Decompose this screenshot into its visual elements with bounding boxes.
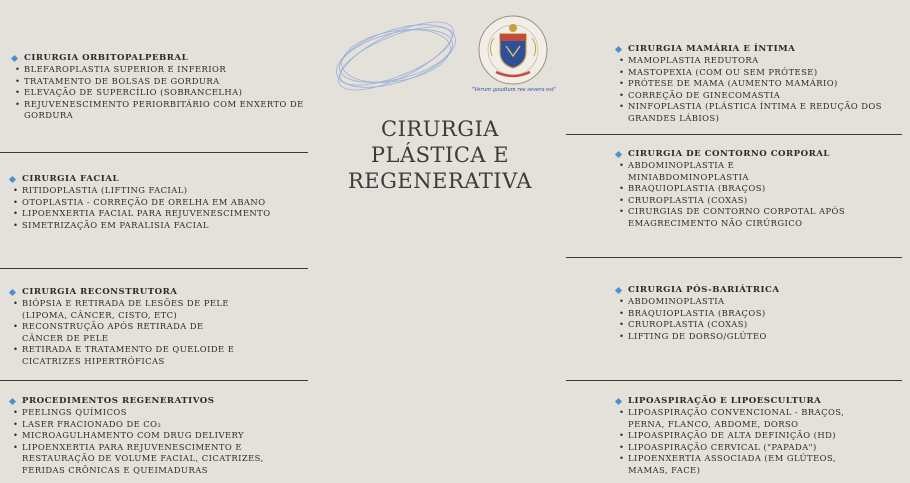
list-item: • CORREÇÃO DE GINECOMASTIA [616,90,906,102]
procedure-list [616,407,906,476]
section-heading: CIRURGIA FACIAL [10,173,310,185]
procedure-list [10,298,310,367]
list-item: • TRATAMENTO DE BOLSAS DE GORDURA [12,76,312,88]
list-item: • RITIDOPLASTIA (LIFTING FACIAL) [10,185,310,197]
diamond-bullet-icon [615,45,622,52]
procedure-list [616,55,906,124]
list-item: • LASER FRACIONADO DE CO₂ [10,419,310,431]
procedure-list [616,296,906,342]
page-title: CIRURGIA PLÁSTICA E REGENERATIVA [348,117,532,193]
diamond-bullet-icon [615,397,622,404]
list-item: • RECONSTRUÇÃO APÓS RETIRADA DE CÂNCER DE PELE [10,321,222,344]
list-item: • LIPOASPIRAÇÃO DE ALTA DEFINIÇÃO (HD) [616,430,906,442]
list-item: • NINFOPLASTIA (PLÁSTICA ÍNTIMA E REDUÇÃO DOS GRANDES LÁBIOS) [616,101,906,124]
divider [0,380,308,381]
list-item: • ABDOMINOPLASTIA [616,296,906,308]
list-item: • MASTOPEXIA (COM OU SEM PRÓTESE) [616,67,906,79]
list-item: • PRÓTESE DE MAMA (AUMENTO MAMÁRIO) [616,78,906,90]
section-heading: CIRURGIA DE CONTORNO CORPORAL [616,148,906,160]
diamond-bullet-icon [9,397,16,404]
section-pos-bariatrica [616,284,906,342]
list-item: • CRUROPLASTIA (COXAS) [616,195,906,207]
section-heading: CIRURGIA MAMÁRIA E ÍNTIMA [616,43,906,55]
section-orbitopalpebral [12,52,312,122]
section-heading: CIRURGIA RECONSTRUTORA [10,286,310,298]
divider [566,134,902,135]
section-heading: CIRURGIA ORBITOPALPEBRAL [12,52,312,64]
swirl-decoration-icon [330,16,462,96]
section-heading: CIRURGIA PÓS-BARIÁTRICA [616,284,906,296]
section-lipoaspiracao [616,395,906,476]
diamond-bullet-icon [9,175,16,182]
list-item: • CRUROPLASTIA (COXAS) [616,319,906,331]
section-heading: LIPOASPIRAÇÃO E LIPOESCULTURA [616,395,906,407]
list-item: • LIPOENXERTIA PARA REJUVENESCIMENTO E RESTAURAÇÃO DE VOLUME FACIAL, CICATRIZES, FERIDAS CRÔNICAS E QUEIMADURAS [10,442,287,477]
diamond-bullet-icon [615,286,622,293]
list-item: • OTOPLASTIA - CORREÇÃO DE ORELHA EM ABANO [10,197,310,209]
list-item: • REJUVENESCIMENTO PERIORBITÁRIO COM ENXERTO DE GORDURA [12,99,309,122]
diamond-bullet-icon [11,54,18,61]
procedure-list [616,160,906,229]
list-item: • MAMOPLASTIA REDUTORA [616,55,906,67]
list-item: • BIÓPSIA E RETIRADA DE LESÕES DE PELE (LIPOMA, CÂNCER, CISTO, ETC) [10,298,247,321]
list-item: • PEELINGS QUÍMICOS [10,407,310,419]
list-item: • LIPOENXERTIA FACIAL PARA REJUVENESCIMENTO [10,208,310,220]
list-item: • BRAQUIOPLASTIA (BRAÇOS) [616,308,906,320]
seal-motto: "Verum gaudium res severa est" [471,87,557,93]
list-item: • LIPOENXERTIA ASSOCIADA (EM GLÚTEOS, MAMAS, FACE) [616,453,863,476]
list-item: • MICROAGULHAMENTO COM DRUG DELIVERY [10,430,310,442]
diamond-bullet-icon [615,150,622,157]
institute-seal-icon [466,14,560,88]
list-item: • ELEVAÇÃO DE SUPERCÍLIO (SOBRANCELHA) [12,87,312,99]
divider [566,380,902,381]
list-item: • RETIRADA E TRATAMENTO DE QUELOIDE E CICATRIZES HIPERTRÓFICAS [10,344,252,367]
divider [0,268,308,269]
section-heading: PROCEDIMENTOS REGENERATIVOS [10,395,310,407]
list-item: • SIMETRIZAÇÃO EM PARALISIA FACIAL [10,220,310,232]
section-regenerativos [10,395,310,476]
procedure-list [10,185,310,231]
section-reconstrutora [10,286,310,367]
list-item: • ABDOMINOPLASTIA E MINIABDOMINOPLASTIA [616,160,798,183]
list-item: • LIPOASPIRAÇÃO CERVICAL ("PAPADA") [616,442,906,454]
list-item: • BLEFAROPLASTIA SUPERIOR E INFERIOR [12,64,312,76]
procedure-list [12,64,312,122]
list-item: • BRAQUIOPLASTIA (BRAÇOS) [616,183,906,195]
section-contorno-corporal [616,148,906,229]
procedure-list [10,407,310,476]
list-item: • CIRURGIAS DE CONTORNO CORPOTAL APÓS EMAGRECIMENTO NÃO CIRÚRGICO [616,206,858,229]
section-facial [10,173,310,231]
divider [566,257,902,258]
list-item: • LIFTING DE DORSO/GLÚTEO [616,331,906,343]
section-mamaria-intima [616,43,906,124]
divider [0,152,308,153]
diamond-bullet-icon [9,288,16,295]
list-item: • LIPOASPIRAÇÃO CONVENCIONAL - BRAÇOS, PERNA, FLANCO, ABDOME, DORSO [616,407,873,430]
